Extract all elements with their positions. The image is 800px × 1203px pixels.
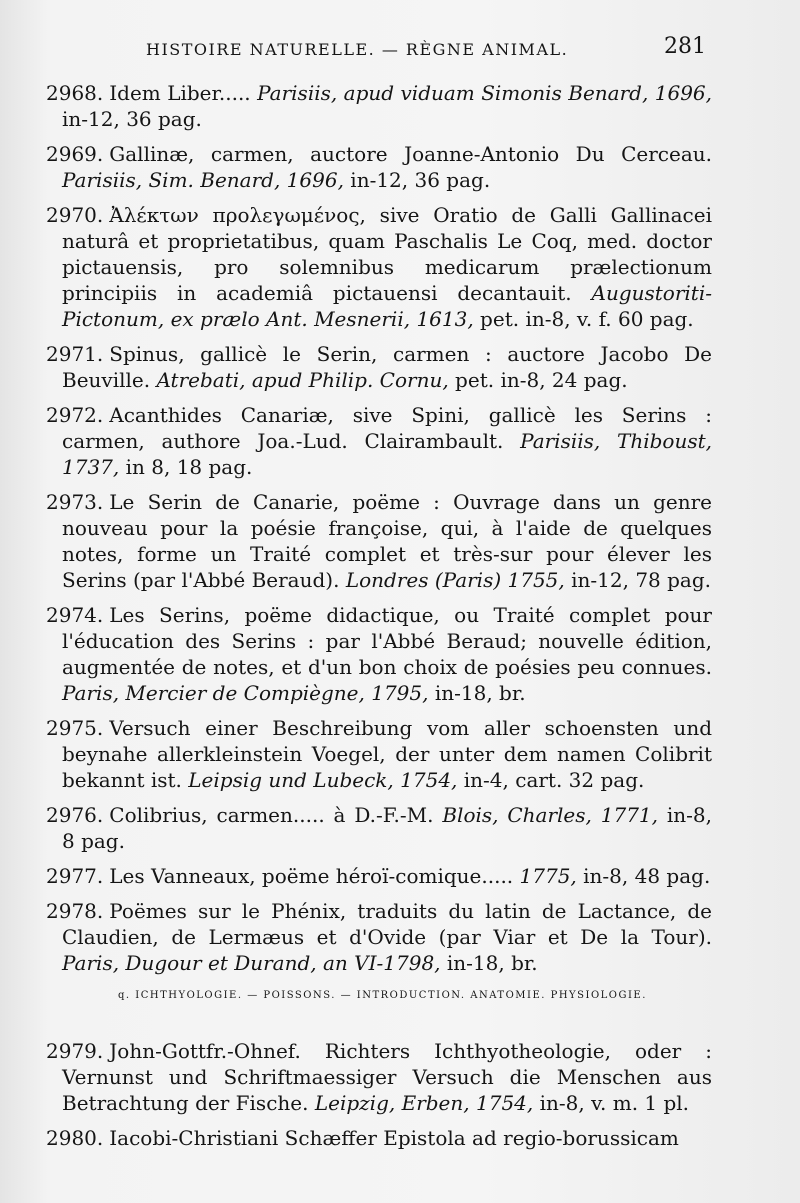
entry-format: in-12, 36 pag. — [62, 107, 202, 131]
entry-2978 — [46, 898, 712, 976]
entry-text: Acanthides Canariæ, sive Spini, gallicè les Serins : carmen, authore Joa.-Lud. Clairambault. — [62, 403, 712, 453]
entry-number: 2980. — [46, 1126, 104, 1150]
entry-2974 — [46, 602, 712, 706]
entry-text: Idem Liber..... — [109, 81, 258, 105]
entry-text: Versuch einer Beschreibung vom aller schoensten und beynahe allerkleinstein Voegel, der unter dem namen Colibrit bekannt ist. — [62, 716, 712, 792]
entry-format: in-8, v. m. 1 pl. — [533, 1091, 690, 1115]
entry-2968 — [46, 80, 712, 132]
entry-imprint: Parisiis, Sim. Benard, 1696, — [62, 168, 344, 192]
entry-2975 — [46, 715, 712, 793]
entry-number: 2972. — [46, 403, 104, 427]
page-number: 281 — [664, 34, 706, 59]
entry-text: Le Serin de Canarie, poëme : Ouvrage dans un genre nouveau pour la poésie françoise, qui, à l'aide de quelques notes, forme un Traité complet et très-sur pour élever les Serins (par l'Abbé Beraud). — [62, 490, 712, 592]
entry-number: 2974. — [46, 603, 104, 627]
entry-number: 2968. — [46, 81, 104, 105]
entry-number: 2976. — [46, 803, 104, 827]
entry-imprint: Parisiis, apud viduam Simonis Benard, 1696, — [257, 81, 713, 105]
entry-text: Spinus, gallicè le Serin, carmen : auctore Jacobo De Beuville. — [62, 342, 712, 392]
entry-2979 — [46, 1038, 712, 1116]
entry-format: in 8, 18 pag. — [119, 455, 253, 479]
entry-text: Iacobi-Christiani Schæffer Epistola ad regio-borussicam — [109, 1126, 679, 1150]
entry-imprint: Londres (Paris) 1755, — [345, 568, 565, 592]
entry-format: in-18, br. — [428, 681, 526, 705]
entry-text: Les Serins, poëme didactique, ou Traité complet pour l'éducation des Serins : par l'Abbé Beraud; nouvelle édition, augmentée de notes, et d'un bon choix de poésies peu connues. — [62, 603, 712, 679]
bibliography-entries — [46, 80, 712, 985]
entry-number: 2969. — [46, 142, 104, 166]
entry-2976 — [46, 802, 712, 854]
entry-format: in-12, 36 pag. — [343, 168, 491, 192]
entry-format: in-12, 78 pag. — [564, 568, 712, 592]
entry-2977 — [46, 863, 712, 889]
entry-2980 — [46, 1125, 712, 1151]
entry-format: pet. in-8, v. f. 60 pag. — [473, 307, 694, 331]
entry-2972 — [46, 402, 712, 480]
entry-number: 2978. — [46, 899, 104, 923]
entry-imprint: Parisiis, Thiboust, 1737, — [62, 429, 712, 479]
entry-imprint: Atrebati, apud Philip. Cornu, — [156, 368, 449, 392]
entry-number: 2971. — [46, 342, 104, 366]
entry-number: 2979. — [46, 1039, 104, 1063]
entry-text: Poëmes sur le Phénix, traduits du latin de Lactance, de Claudien, de Lermæus et d'Ovide (par Viar et De la Tour). — [62, 899, 712, 949]
entry-text: Ἀλέκτων προλεγωμένος, sive Oratio de Galli Gallinacei naturâ et proprietatibus, quam Paschalis Le Coq, med. doctor pictauensis, pro solemnibus medicarum prælectionum principiis in academiâ pictauensi decantauit. — [62, 203, 712, 305]
section-heading: q. ICHTHYOLOGIE. — POISSONS. — INTRODUCTION. ANATOMIE. PHYSIOLOGIE. — [118, 990, 647, 1001]
entry-text: Gallinæ, carmen, auctore Joanne-Antonio Du Cerceau. — [109, 142, 712, 166]
entry-text: John-Gottfr.-Ohnef. Richters Ichthyotheologie, oder : Vernunst und Schriftmaessiger Versuch die Menschen aus Betrachtung der Fische. — [62, 1039, 712, 1115]
entry-2970 — [46, 202, 712, 332]
bibliography-entries-ichthyology — [46, 1038, 712, 1160]
entry-text: Colibrius, carmen..... à D.-F.-M. — [109, 803, 443, 827]
entry-imprint: 1775, — [519, 864, 577, 888]
entry-number: 2970. — [46, 203, 104, 227]
entry-imprint: Blois, Charles, 1771, — [442, 803, 658, 827]
entry-imprint: Leipzig, Erben, 1754, — [314, 1091, 534, 1115]
entry-2971 — [46, 341, 712, 393]
entry-format: in-8, 8 pag. — [62, 803, 712, 853]
entry-number: 2975. — [46, 716, 104, 740]
entry-number: 2973. — [46, 490, 104, 514]
entry-imprint: Paris, Mercier de Compiègne, 1795, — [62, 681, 429, 705]
entry-text: Les Vanneaux, poëme héroï-comique..... — [109, 864, 520, 888]
entry-format: pet. in-8, 24 pag. — [448, 368, 628, 392]
entry-2973 — [46, 489, 712, 593]
entry-imprint: Leipsig und Lubeck, 1754, — [188, 768, 458, 792]
entry-format: in-4, cart. 32 pag. — [457, 768, 645, 792]
entry-number: 2977. — [46, 864, 104, 888]
entry-imprint: Augustoriti-Pictonum, ex prælo Ant. Mesnerii, 1613, — [62, 281, 712, 331]
running-title: HISTOIRE NATURELLE. — RÈGNE ANIMAL. — [146, 40, 569, 59]
entry-imprint: Paris, Dugour et Durand, an VI-1798, — [62, 951, 441, 975]
entry-2969 — [46, 141, 712, 193]
page-header — [146, 34, 706, 64]
entry-format: in-18, br. — [440, 951, 538, 975]
entry-format: in-8, 48 pag. — [576, 864, 711, 888]
